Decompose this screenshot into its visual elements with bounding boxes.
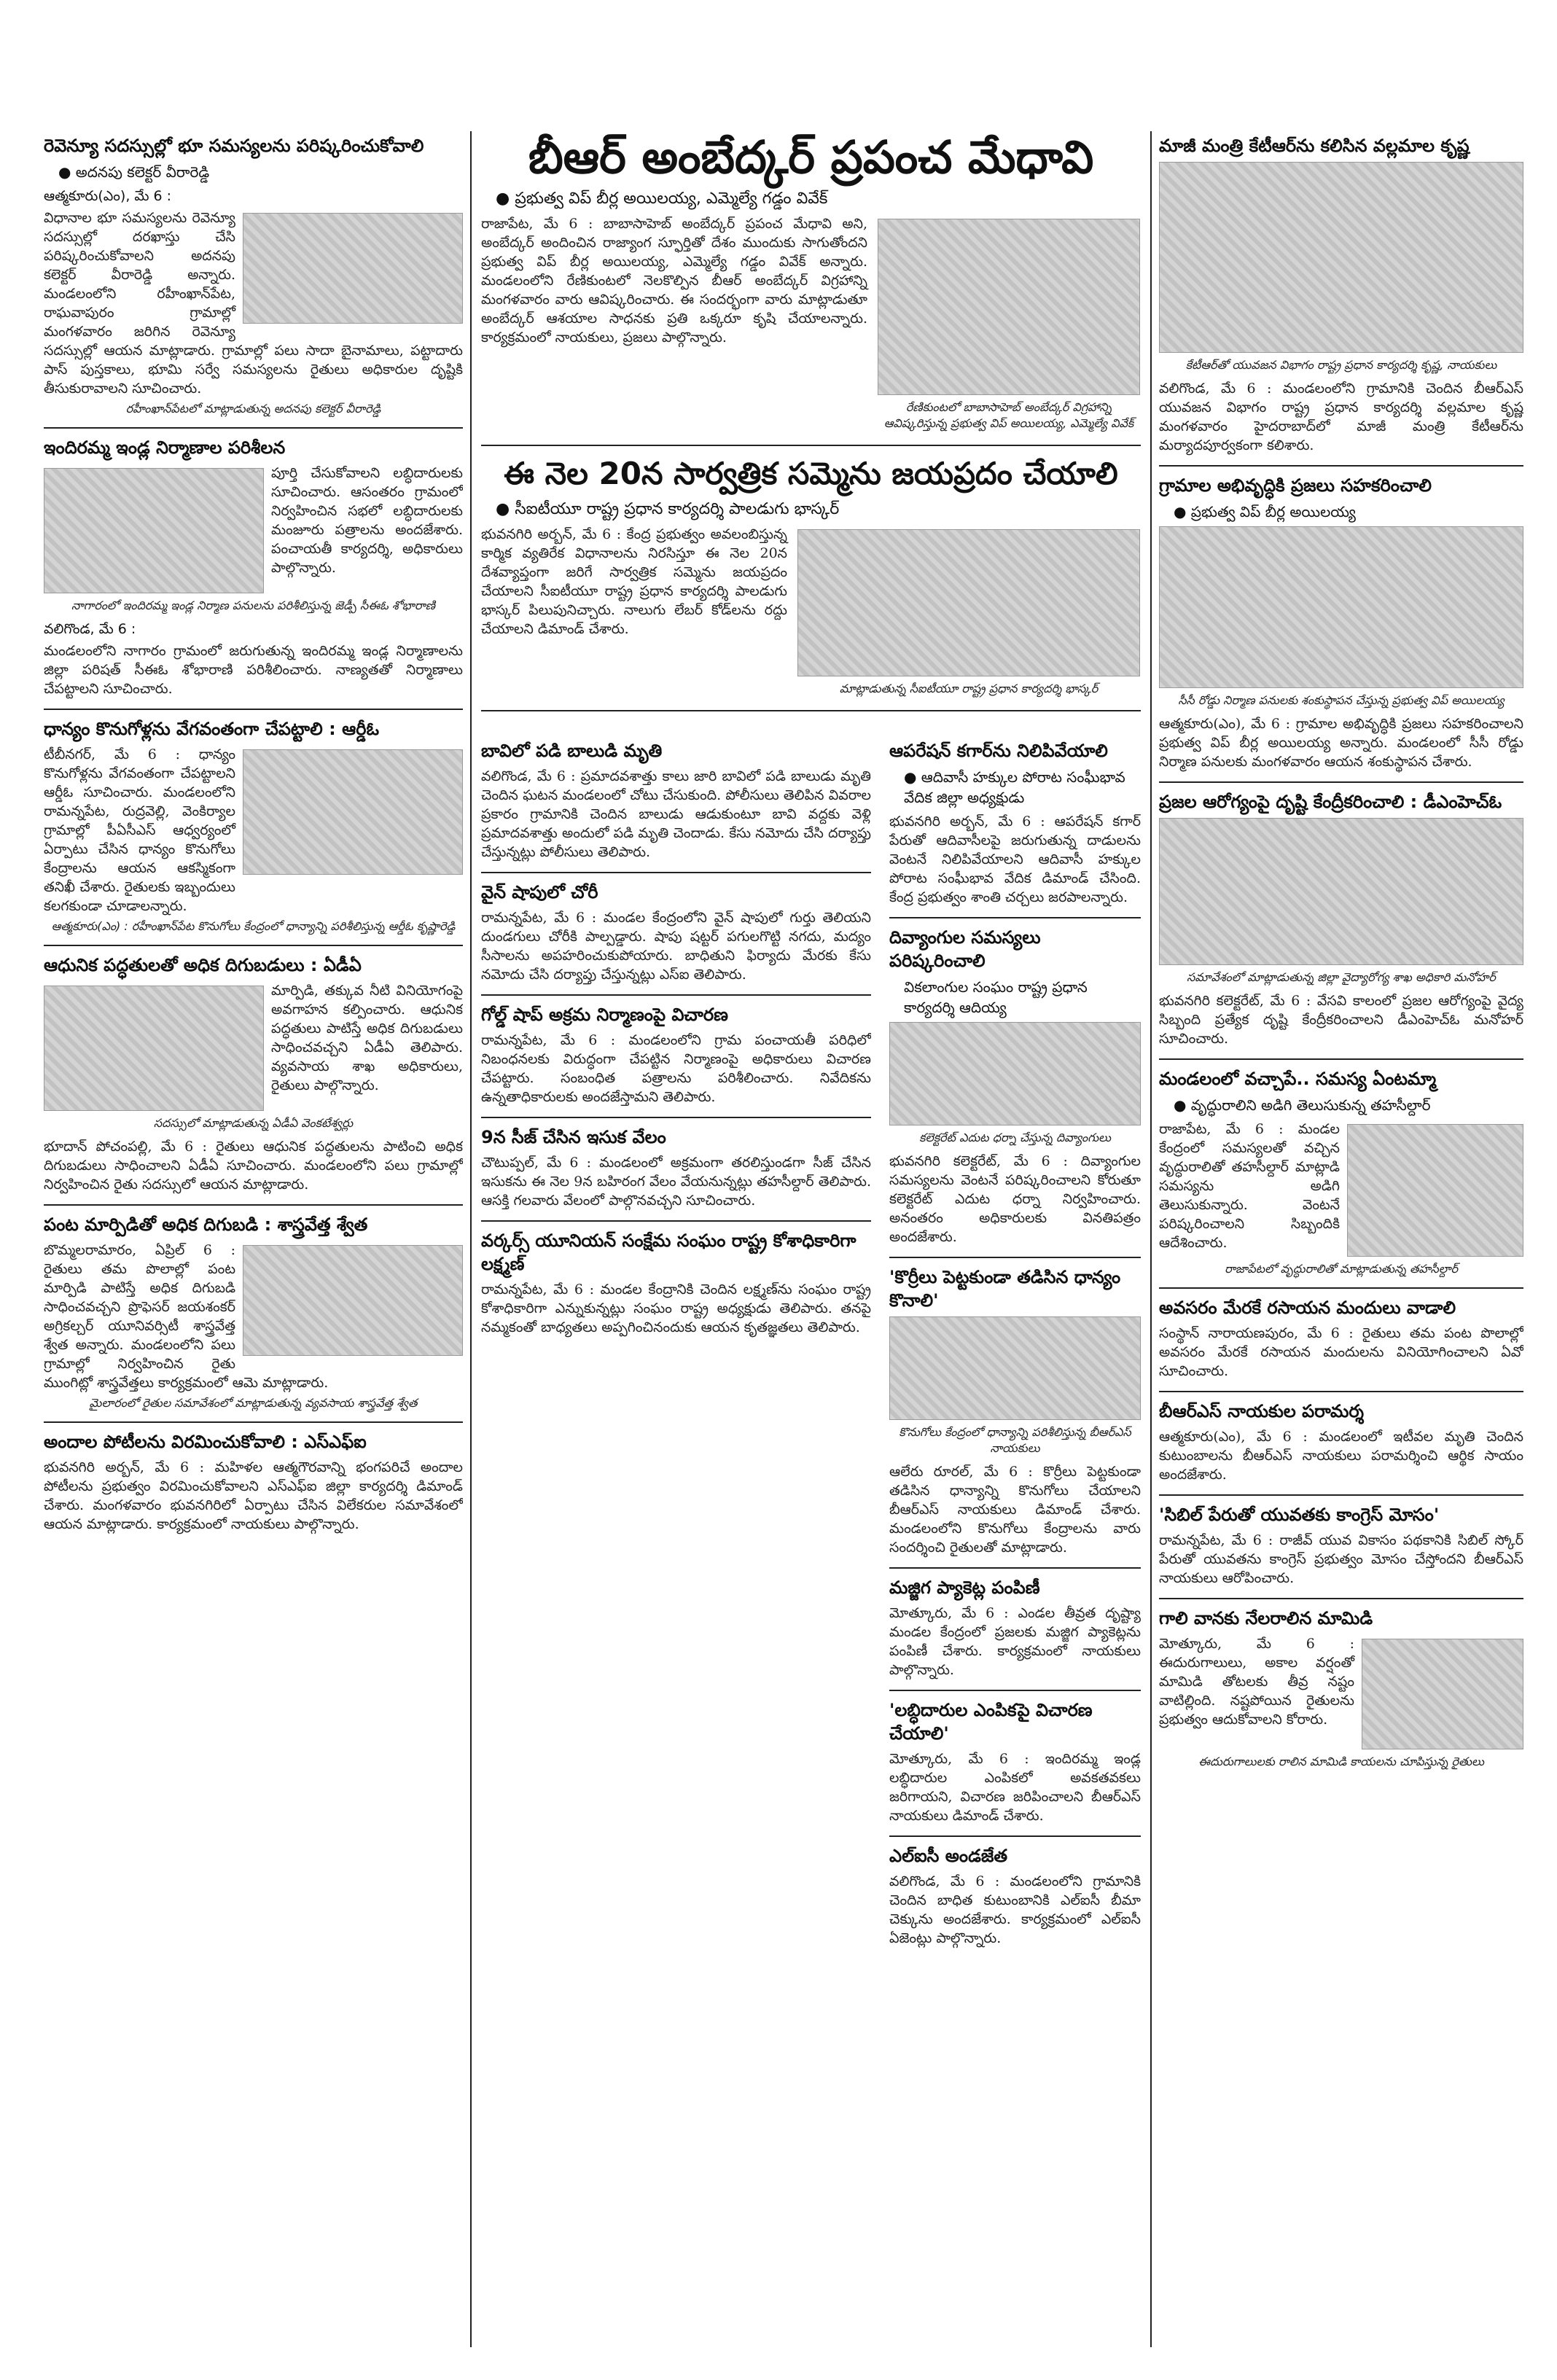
article-body: రామన్నపేట, మే 6 : రాజీవ్ యువ వికాసం పథకానికి సిబిల్ స్కోర్ పేరుతో యువతను కాంగ్రెస్ ప్రభుత్వం మోసం చేస్తోందని బీఆర్ఎస్ నాయకులు ఆరోపించారు. — [1159, 1532, 1523, 1586]
lead-caption: రేణికుంటలో బాబాసాహెబ్ అంబేద్కర్ విగ్రహాన్ని ఆవిష్కరిస్తున్న ప్రభుత్వ విప్ అయిలయ్య, ఎమ్మెల్యే వివేక్ — [883, 400, 1134, 430]
article-cibil — [1159, 1503, 1523, 1588]
headline: ధాన్యం కొనుగోళ్లను వేగవంతంగా చేపట్టాలి : ఆర్డీఓ — [44, 719, 379, 739]
photo-caption: ఆత్మకూరు(ఎం) : రహీంఖాన్‌పేట కొనుగోలు కేంద్రంలో ధాన్యాన్ని పరిశీలిస్తున్న ఆర్డీఓ కృష్ణారెడ్డి — [51, 919, 456, 933]
article-wine-shop — [481, 881, 871, 984]
photo-caption: సదస్సులో మాట్లాడుతున్న ఏడీఏ వెంకటేశ్వర్లు — [153, 1116, 354, 1130]
article-buttermilk — [889, 1576, 1141, 1679]
article-body: భువనగిరి కలెక్టరేట్, మే 6 : వేసవి కాలంలో ప్రజల ఆరోగ్యంపై వైద్య సిబ్బంది ప్రత్యేక దృష్టి కేంద్రీకరించాలని డీఎంహెచ్ఓ మనోహర్ సూచించారు. — [1159, 993, 1523, 1047]
photo-caption: నాగారంలో ఇందిరమ్మ ఇండ్ల నిర్మాణ పనులను పరిశీలిస్తున్న జెడ్పీ సీఈఓ శోభారాణి — [71, 598, 436, 612]
divider — [1159, 1391, 1523, 1392]
article-ktr — [1159, 134, 1523, 455]
headline: మాజీ మంత్రి కేటీఆర్‌ను కలిసిన వల్లమాల కృష్ణ — [1159, 136, 1470, 156]
photo-caption: మైలారంలో రైతుల సమావేశంలో మాట్లాడుతున్న వ్యవసాయ శాస్త్రవేత్త శ్వేత — [89, 1396, 418, 1410]
photo-caption: కేటీఆర్‌తో యువజన విభాగం రాష్ట్ర ప్రధాన కార్యదర్శి కృష్ణ, నాయకులు — [1185, 358, 1497, 372]
article-grain-rdo — [44, 717, 463, 935]
article-crop-rotation — [44, 1213, 463, 1411]
divider — [889, 917, 1141, 918]
article-pesticide — [1159, 1296, 1523, 1381]
article-body: వలిగొండ, మే 6 : ప్రమాదవశాత్తు కాలు జారి బావిలో పడి బాలుడు మృతి చెందిన ఘటన మండలంలో చోటు చేసుకుంది. పోలీసులు తెలిపిన వివరాల ప్రకారం గ్రామానికి చెందిన బాలుడు ఆడుకుంటూ బావి వద్దకు వెళ్లి ప్రమాదవశాత్తు అందులో పడి మృతి చెందాడు. కేసు నమోదు చేసి దర్యాప్తు చేస్తున్నట్లు పోలీసులు తెలిపారు. — [481, 768, 871, 860]
headline: బీఆర్ఎస్ నాయకుల పరామర్శ — [1159, 1401, 1364, 1421]
divider — [889, 1690, 1141, 1691]
divider — [1159, 1598, 1523, 1599]
article-indiramma — [44, 436, 463, 698]
photo-caption: కొనుగోలు కేంద్రంలో ధాన్యాన్ని పరిశీలిస్తున్న బీఆర్ఎస్ నాయకులు — [899, 1425, 1131, 1455]
article-body: చౌటుప్పల్, మే 6 : మండలంలో అక్రమంగా తరలిస్తుండగా సీజ్ చేసిన ఇసుకను ఈ నెల 9న బహిరంగ వేలం వేయనున్నట్లు తహసీల్దార్ తెలిపారు. ఆసక్తి గలవారు వేలంలో పాల్గొనవచ్చని సూచించారు. — [481, 1155, 871, 1209]
article-body: మోత్కూరు, మే 6 : ఎండల తీవ్రత దృష్ట్యా మండల కేంద్రంలో ప్రజలకు మజ్జిగ ప్యాకెట్లను పంపిణీ చేశారు. కార్యక్రమంలో నాయకులు పాల్గొన్నారు. — [889, 1605, 1141, 1678]
article-body: మండలంలోని నాగారం గ్రామంలో జరుగుతున్న ఇందిరమ్మ ఇండ్ల నిర్మాణాలను జిల్లా పరిషత్ సీఈఓ శోభారాణి పరిశీలించారు. నాణ్యతతో నిర్మాణాలు చేపట్టాలని సూచించారు. — [44, 643, 463, 697]
article-sand — [481, 1125, 871, 1210]
headline: రెవెన్యూ సదస్సుల్లో భూ సమస్యలను పరిష్కరించుకోవాలి — [44, 136, 424, 156]
article-photo — [889, 1316, 1141, 1420]
lead-photo — [878, 219, 1140, 395]
article-wet-grain — [889, 1265, 1141, 1557]
article-tahsildar — [1159, 1067, 1523, 1277]
article-kagar — [889, 739, 1141, 907]
divider — [481, 1220, 871, 1222]
article-body: రామన్నపేట, మే 6 : మండలంలోని గ్రామ పంచాయతీ పరిధిలో నిబంధనలకు విరుద్ధంగా చేపట్టిన నిర్మాణంపై అధికారులు విచారణ చేపట్టారు. సంబంధిత పత్రాలను పరిశీలించారు. నివేదికను ఉన్నతాధికారులకు అందజేస్తామని తెలిపారు. — [481, 1032, 871, 1105]
headline: 9న సీజ్ చేసిన ఇసుక వేలం — [481, 1127, 666, 1147]
article-revenue — [44, 134, 463, 417]
divider — [1159, 781, 1523, 783]
headline: బావిలో పడి బాలుడి మృతి — [481, 741, 663, 761]
photo-caption: రహీంఖాన్‌పేటలో మాట్లాడుతున్న అదనపు కలెక్టర్ వీరారెడ్డి — [125, 402, 381, 415]
subhead: ● అదనపు కలెక్టర్ వీరారెడ్డి — [58, 163, 210, 181]
lead-story — [481, 131, 1141, 719]
divider — [1159, 1494, 1523, 1496]
left-column — [44, 131, 463, 2347]
article-photo — [1159, 818, 1523, 965]
strike-photo-block — [797, 525, 1140, 703]
article-body: మోత్కూరు, మే 6 : ఇందిరమ్మ ఇండ్ల లబ్ధిదారుల ఎంపికలో అవకతవకలు జరిగాయని, విచారణ జరిపించాలని బీఆర్ఎస్ నాయకులు డిమాండ్ చేశారు. — [889, 1751, 1141, 1824]
article-photo — [243, 213, 463, 324]
divider — [44, 1421, 463, 1423]
divider — [481, 445, 1141, 446]
column-divider — [1150, 131, 1152, 2347]
lead-content — [481, 214, 1141, 437]
article-photo — [1159, 162, 1523, 353]
headline: దివ్యాంగుల సమస్యలు పరిష్కరించాలి — [889, 927, 1041, 971]
article-disabled — [889, 926, 1141, 1246]
strike-body: భువనగిరి అర్బన్, మే 6 : కేంద్ర ప్రభుత్వం అవలంబిస్తున్న కార్మిక వ్యతిరేక విధానాలను నిరసిస్తూ ఈ నెల 20న దేశవ్యాప్తంగా జరిగే సార్వత్రిక సమ్మెను జయప్రదం చేయాలని సీఐటీయూ రాష్ట్ర ప్రధాన కార్యదర్శి పాలడుగు భాస్కర్ పిలుపునిచ్చారు. నాలుగు లేబర్ కోడ్‌లను రద్దు చేయాలని డిమాండ్ చేశారు. — [481, 526, 787, 637]
photo-caption: ఈదురుగాలులకు రాలిన మామిడి కాయలను చూపిస్తున్న రైతులు — [1198, 1755, 1484, 1768]
divider — [1159, 465, 1523, 467]
headline: ఆపరేషన్ కగార్‌ను నిలిపివేయాలి — [889, 741, 1108, 761]
article-inquiry — [889, 1698, 1141, 1825]
headline: గోల్డ్ షాప్ అక్రమ నిర్మాణంపై విచారణ — [481, 1004, 728, 1025]
article-body: ఆత్మకూరు(ఎం), మే 6 : మండలంలో ఇటీవల మృతి చెందిన కుటుంబాలను బీఆర్ఎస్ నాయకులు పరామర్శించి ఆర్థిక సాయం అందజేశారు. — [1159, 1429, 1523, 1483]
article-lic — [889, 1844, 1141, 1948]
headline: మండలంలో వచ్చాపే.. సమస్య ఏంటమ్మా — [1159, 1069, 1437, 1089]
article-body: మోత్కూరు, మే 6 : ఈదురుగాలులు, అకాల వర్షంతో మామిడి తోటలకు తీవ్ర నష్టం వాటిల్లింది. నష్టపోయిన రైతులను ప్రభుత్వం ఆదుకోవాలని కోరారు. — [1159, 1636, 1354, 1728]
strike-subhead: ● సీఐటీయూ రాష్ట్ర ప్రధాన కార్యదర్శి పాలడుగు భాస్కర్ — [496, 500, 840, 518]
article-mango — [1159, 1607, 1523, 1770]
divider — [44, 1204, 463, 1206]
dateline: వలిగొండ, మే 6 : — [44, 621, 136, 637]
divider — [481, 1117, 871, 1118]
article-body: విధానాల భూ సమస్యలను రెవెన్యూ సదస్సుల్లో దరఖాస్తు చేసి పరిష్కరించుకోవాలని అదనపు కలెక్టర్ వీరారెడ్డి అన్నారు. మండలంలోని రహీంఖాన్‌పేట, రాఘవాపురం గ్రామాల్లో మంగళవారం జరిగిన రెవెన్యూ సదస్సుల్లో ఆయన మాట్లాడారు. గ్రామాల్లో పలు సాదా బైనామాలు, పట్టాదారు పాస్ పుస్తకాలు, భూమి సర్వే సమస్యలను రైతులు అధికారుల దృష్టికి తీసుకురావాలని సూచించారు. — [44, 210, 463, 397]
headline: 'లబ్ధిదారుల ఎంపికపై విచారణ చేయాలి' — [889, 1700, 1093, 1744]
article-photo — [1362, 1639, 1523, 1749]
article-photo — [44, 468, 264, 593]
right-column — [1159, 131, 1523, 2347]
article-body: టీబీనగర్, మే 6 : ధాన్యం కొనుగోళ్లను వేగవంతంగా చేపట్టాలని ఆర్డీఓ సూచించారు. మండలంలోని రామన్నపేట, రుద్రవెల్లి, వెంకిర్యాల గ్రామాల్లో పీఏసీఎస్ ఆధ్వర్యంలో ఏర్పాటు చేసిన ధాన్యం కొనుగోలు కేంద్రాలను ఆయన ఆకస్మికంగా తనిఖీ చేశారు. రైతులకు ఇబ్బందులు కలగకుండా చూడాలన్నారు. — [44, 746, 235, 914]
article-body: పూర్తి చేసుకోవాలని లబ్ధిదారులకు సూచించారు. ఆసంతరం గ్రామంలో నిర్వహించిన సభలో లబ్ధిదారులకు మంజూరు పత్రాలను అందజేశారు. పంచాయతీ కార్యదర్శి, అధికారులు పాల్గొన్నారు. — [271, 465, 463, 576]
headline: ఎల్ఐసీ అండజేత — [889, 1846, 1008, 1866]
article-sfi — [44, 1430, 463, 1534]
article-photo — [1159, 526, 1523, 688]
article-body: మార్పిడి, తక్కువ నీటి వినియోగంపై అవగాహన కల్పించారు. ఆధునిక పద్ధతులు పాటిస్తే అధిక దిగుబడులు సాధించవచ్చని ఏడీఏ తెలిపారు. వ్యవసాయ శాఖ అధికారులు, రైతులు పాల్గొన్నారు. — [271, 983, 463, 1093]
divider — [889, 1567, 1141, 1569]
article-body: బొమ్మలరామారం, ఏప్రిల్ 6 : రైతులు తమ పొలాల్లో పంట మార్పిడి పాటిస్తే అధిక దిగుబడి సాధించవచ్చని ప్రొఫెసర్ జయశంకర్ అగ్రికల్చర్ యూనివర్సిటీ శాస్త్రవేత్త శ్వేత అన్నారు. మండలంలోని పలు గ్రామాల్లో నిర్వహించిన రైతు ముంగిట్లో శాస్త్రవేత్తలు కార్యక్రమంలో ఆమె మాట్లాడారు. — [44, 1242, 329, 1391]
article-body: వలిగొండ, మే 6 : మండలంలోని గ్రామానికి చెందిన బీఆర్ఎస్ యువజన విభాగం రాష్ట్ర ప్రధాన కార్యదర్శి వల్లమాల కృష్ణ మంగళవారం హైదరాబాద్‌లో మాజీ మంత్రి కేటీఆర్‌ను మర్యాదపూర్వకంగా కలిశారు. — [1159, 381, 1523, 453]
article-body: భూదాన్ పోచంపల్లి, మే 6 : రైతులు ఆధునిక పద్ధతులను పాటించి అధిక దిగుబడులు సాధించాలని ఏడీఏ సూచించారు. మండలంలోని పలు గ్రామాల్లో నిర్వహించిన రైతు సదస్సులో ఆయన మాట్లాడారు. — [44, 1139, 463, 1193]
article-village-dev — [1159, 474, 1523, 771]
divider — [481, 710, 1141, 711]
middle-column-1 — [481, 736, 871, 2347]
article-gold-shop — [481, 1003, 871, 1107]
lead-headline: బీఆర్ అంబేద్కర్ ప్రపంచ మేధావి — [528, 130, 1094, 184]
subhead: ● వృద్ధురాలిని అడిగి తెలుసుకున్న తహసీల్దార్ — [1174, 1096, 1431, 1114]
article-body: రాజాపేట, మే 6 : మండల కేంద్రంలో సమస్యలతో వచ్చిన వృద్ధురాలితో తహసీల్దార్ మాట్లాడి సమస్యను అడిగి తెలుసుకున్నారు. వెంటనే పరిష్కరించాలని సిబ్బందికి ఆదేశించారు. — [1159, 1121, 1340, 1251]
article-photo — [243, 1245, 463, 1356]
photo-caption: కలెక్టరేట్ ఎదుట ధర్నా చేస్తున్న దివ్యాంగులు — [919, 1131, 1111, 1144]
article-union — [481, 1229, 871, 1337]
article-body: సంస్థాన్ నారాయణపురం, మే 6 : రైతులు తమ పంట పొలాల్లో అవసరం మేరకే రసాయన మందులను వినియోగించాలని ఏవో సూచించారు. — [1159, 1325, 1523, 1379]
subhead: ● ఆదివాసీ హక్కుల పోరాట సంఘీభావ వేదిక జిల్లా అధ్యక్షుడు — [904, 768, 1125, 806]
article-body: భువనగిరి కలెక్టరేట్, మే 6 : దివ్యాంగుల సమస్యలను వెంటనే పరిష్కరించాలని కోరుతూ కలెక్టరేట్ ఎదుట ధర్నా నిర్వహించారు. అనంతరం అధికారులకు వినతిపత్రం అందజేశారు. — [889, 1153, 1141, 1245]
lead-body: రాజాపేట, మే 6 : బాబాసాహెబ్ అంబేద్కర్ ప్రపంచ మేధావి అని, అంబేద్కర్ అందించిన రాజ్యాంగ స్ఫూర్తితో దేశం ముందుకు సాగుతోందని ప్రభుత్వ విప్ బీర్ల అయిలయ్య, ఎమ్మెల్యే గడ్డం వివేక్ అన్నారు. మండలంలోని రేణికుంటలో నెలకొల్పిన బీఆర్ అంబేద్కర్ విగ్రహాన్ని మంగళవారం వారు ఆవిష్కరించారు. ఈ సందర్భంగా వారు మాట్లాడుతూ అంబేద్కర్ ఆశయాల సాధనకు ప్రతి ఒక్కరూ కృషి చేయాలన్నారు. కార్యక్రమంలో నాయకులు, ప్రజలు పాల్గొన్నారు. — [481, 216, 867, 346]
article-body: భువనగిరి అర్బన్, మే 6 : మహిళల ఆత్మగౌరవాన్ని భంగపరిచే అందాల పోటీలను ప్రభుత్వం విరమించుకోవాలని ఎస్‌ఎఫ్ఐ జిల్లా కార్యదర్శి డిమాండ్ చేశారు. మంగళవారం భువనగిరిలో ఏర్పాటు చేసిన విలేకరుల సమావేశంలో ఆయన మాట్లాడారు. కార్యక్రమంలో నాయకులు పాల్గొన్నారు. — [44, 1459, 463, 1532]
photo-caption: సీసీ రోడ్డు నిర్మాణ పనులకు శంకుస్థాపన చేస్తున్న ప్రభుత్వ విప్ అయిలయ్య — [1178, 693, 1505, 707]
headline: అందాల పోటీలను విరమించుకోవాలి : ఎస్‌ఎఫ్ఐ — [44, 1432, 367, 1452]
strike-content — [481, 525, 1141, 703]
headline: ప్రజల ఆరోగ్యంపై దృష్టి కేంద్రీకరించాలి : డీఎంహెచ్ఓ — [1159, 792, 1502, 812]
middle-column-2 — [889, 736, 1141, 2347]
article-body: ఆలేరు రూరల్, మే 6 : కొర్రీలు పెట్టకుండా తడిసిన ధాన్యాన్ని కొనుగోలు చేయాలని బీఆర్ఎస్ నాయకులు డిమాండ్ చేశారు. మండలంలోని కొనుగోలు కేంద్రాలను వారు సందర్శించి రైతులతో మాట్లాడారు. — [889, 1464, 1141, 1556]
article-photo — [243, 749, 463, 875]
headline: 'కొర్రీలు పెట్టకుండా తడిసిన ధాన్యం కొనాలి' — [889, 1267, 1121, 1311]
article-photo — [1347, 1124, 1523, 1257]
strike-caption: మాట్లాడుతున్న సీఐటీయూ రాష్ట్ర ప్రధాన కార్యదర్శి భాస్కర్ — [839, 682, 1099, 695]
divider — [44, 709, 463, 710]
article-body: రామన్నపేట, మే 6 : మండల కేంద్రానికి చెందిన లక్ష్మణ్‌ను సంఘం రాష్ట్ర కోశాధికారిగా ఎన్నుకున్నట్లు సంఘం రాష్ట్ర అధ్యక్షుడు తెలిపారు. తనపై నమ్మకంతో బాధ్యతలు అప్పగించినందుకు ఆయన కృతజ్ఞతలు తెలిపారు. — [481, 1281, 871, 1335]
headline: వైన్ షాపులో చోరీ — [481, 882, 598, 902]
article-photo — [889, 1022, 1141, 1125]
article-ada — [44, 953, 463, 1194]
strike-headline: ఈ నెల 20న సార్వత్రిక సమ్మెను జయప్రదం చేయాలి — [504, 456, 1118, 491]
headline: ఆధునిక పద్ధతులతో అధిక దిగుబడులు : ఏడీఏ — [44, 955, 362, 975]
headline: పంట మార్పిడితో అధిక దిగుబడి : శాస్త్రవేత్త శ్వేత — [44, 1214, 368, 1235]
headline: 'సిబిల్ పేరుతో యువతకు కాంగ్రెస్ మోసం' — [1159, 1505, 1440, 1525]
divider — [1159, 1058, 1523, 1060]
article-brs-visit — [1159, 1400, 1523, 1484]
divider — [481, 994, 871, 996]
dateline: ఆత్మకూరు(ఎం), మే 6 : — [44, 188, 172, 204]
article-dmho — [1159, 790, 1523, 1048]
divider — [44, 945, 463, 946]
subhead: వికలాంగుల సంఘం రాష్ట్ర ప్రధాన కార్యదర్శి ఆదియ్య — [904, 978, 1088, 1016]
article-body: వలిగొండ, మే 6 : మండలంలోని గ్రామానికి చెందిన బాధిత కుటుంబానికి ఎల్ఐసీ బీమా చెక్కును అందజేశారు. కార్యక్రమంలో ఎల్ఐసీ ఏజెంట్లు పాల్గొన్నారు. — [889, 1873, 1141, 1946]
photo-caption: సమావేశంలో మాట్లాడుతున్న జిల్లా వైద్యారోగ్య శాఖ అధికారి మనోహర్ — [1187, 970, 1496, 984]
article-body: రామన్నపేట, మే 6 : మండల కేంద్రంలోని వైన్ షాపులో గుర్తు తెలియని దుండగులు చోరీకి పాల్పడ్డారు. షాపు షట్టర్ పగులగొట్టి నగదు, మద్యం సీసాలను అపహరించుకుపోయారు. బాధితుని ఫిర్యాదు మేరకు కేసు నమోదు చేసి దర్యాప్తు చేస్తున్నట్లు ఎస్ఐ తెలిపారు. — [481, 910, 871, 983]
headline: గ్రామాల అభివృద్ధికి ప్రజలు సహకరించాలి — [1159, 475, 1432, 496]
lead-subhead: ● ప్రభుత్వ విప్ బీర్ల అయిలయ్య, ఎమ్మెల్యే గడ్డం వివేక్ — [496, 190, 828, 208]
lead-photo-block — [878, 214, 1140, 437]
divider — [1159, 1287, 1523, 1289]
article-photo — [44, 986, 264, 1111]
headline: మజ్జిగ ప్యాకెట్ల పంపిణీ — [889, 1577, 1040, 1598]
subhead: ● ప్రభుత్వ విప్ బీర్ల అయిలయ్య — [1174, 503, 1356, 520]
article-body: భువనగిరి అర్బన్, మే 6 : ఆపరేషన్ కగార్ పేరుతో ఆదివాసీలపై జరుగుతున్న దాడులను వెంటనే నిలిపివేయాలని ఆదివాసీ హక్కుల పోరాట సంఘీభావ వేదిక డిమాండ్ చేసింది. కేంద్ర ప్రభుత్వం శాంతి చర్చలు జరపాలన్నారు. — [889, 814, 1141, 905]
divider — [44, 427, 463, 429]
strike-photo — [797, 529, 1140, 676]
article-body: ఆత్మకూరు(ఎం), మే 6 : గ్రామాల అభివృద్ధికి ప్రజలు సహకరించాలని ప్రభుత్వ విప్ బీర్ల అయిలయ్య అన్నారు. మండలంలో సీసీ రోడ్డు నిర్మాణ పనులకు మంగళవారం ఆయన శంకుస్థాపన చేశారు. — [1159, 716, 1523, 770]
photo-caption: రాజాపేటలో వృద్ధురాలితో మాట్లాడుతున్న తహసీల్దార్ — [1225, 1262, 1458, 1276]
headline: అవసరం మేరకే రసాయన మందులు వాడాలి — [1159, 1298, 1456, 1318]
headline: ఇందిరమ్మ ఇండ్ల నిర్మాణాల పరిశీలన — [44, 437, 286, 458]
headline: గాలి వానకు నేలరాలిన మామిడి — [1159, 1608, 1373, 1628]
divider — [481, 872, 871, 873]
article-well — [481, 739, 871, 862]
divider — [889, 1835, 1141, 1837]
headline: వర్కర్స్ యూనియన్ సంక్షేమ సంఘం రాష్ట్ర కోశాధికారిగా లక్ష్మణ్ — [481, 1230, 856, 1274]
column-divider — [470, 131, 472, 2347]
divider — [889, 1257, 1141, 1258]
